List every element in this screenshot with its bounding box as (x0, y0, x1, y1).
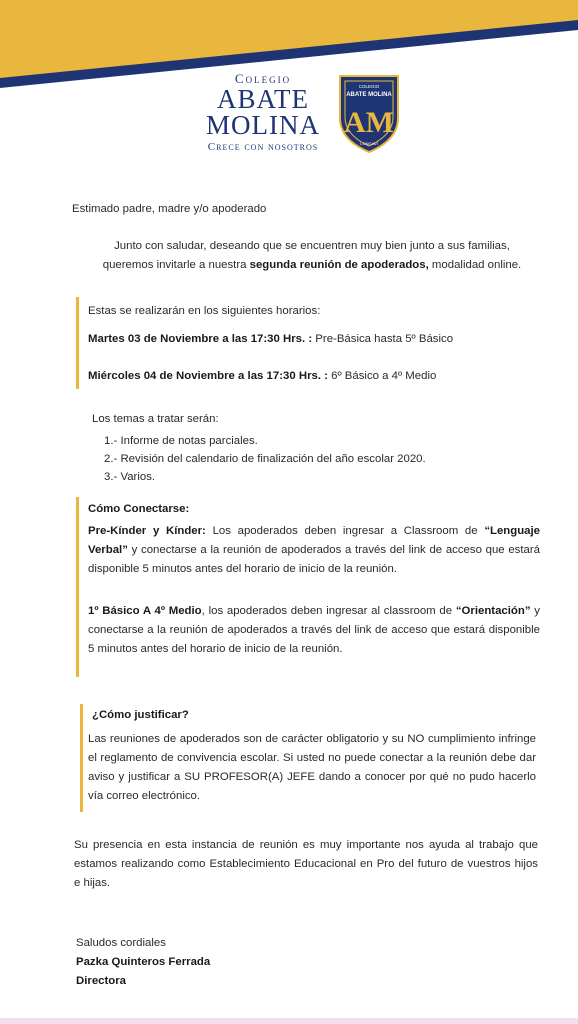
closing-paragraph: Su presencia en esta instancia de reunión es muy importante nos ayuda al trabajo que estamos realizando como Establecimiento Educacional en Pro del futuro de vuestros hijos e hijas. (74, 839, 538, 889)
logo-line1: Colegio (234, 71, 292, 86)
connect-p1-text-b: y conectarse a la reunión de apoderados a través del link de acceso que estará disponible 5 minutos antes del horario de inicio de la reunión. (88, 544, 540, 575)
logo-line3: MOLINA (206, 110, 320, 140)
connect-accent-bar (76, 497, 79, 677)
justify-heading (92, 706, 189, 725)
connect-p1-label: Pre-Kínder y Kínder: (88, 525, 206, 537)
topics-heading: Los temas a tratar serán: (92, 413, 219, 425)
schedule-item-1 (88, 330, 453, 349)
shield-icon (336, 74, 402, 154)
signature-name (76, 953, 210, 972)
intro-line2-bold: segunda reunión de apoderados, (249, 259, 429, 271)
connect-p2-label: 1º Básico A 4º Medio (88, 605, 202, 617)
intro-line1: Junto con saludar, deseando que se encuentren muy bien junto a sus familias, (114, 240, 510, 252)
intro-line2-pre: queremos invitarle a nuestra (102, 259, 250, 271)
connect-paragraph-basico (88, 602, 540, 659)
connect-paragraph-prekinder (88, 522, 540, 579)
logo-tagline: Crece con nosotros (207, 141, 319, 153)
topic-item-1: 1.- Informe de notas parciales. (104, 435, 258, 447)
shield-bottom-text: LONGAVÍ (360, 141, 378, 146)
connect-p1-text-a: Los apoderados deben ingresar a Classroom de (205, 525, 485, 537)
justify-heading-text: ¿Cómo justificar? (92, 709, 189, 721)
connect-p2-text-a: , los apoderados deben ingresar al classroom de (201, 605, 456, 617)
logo-wordmark (188, 70, 338, 154)
schedule-accent-bar (76, 297, 79, 389)
shield-letters: AM (344, 106, 394, 139)
signature-title (76, 972, 126, 991)
schedule-item-1-date: Martes 03 de Noviembre a las 17:30 Hrs. : (88, 333, 313, 345)
schedule-item-2-date: Miércoles 04 de Noviembre a las 17:30 Hrs. : (88, 370, 328, 382)
justify-paragraph: Las reuniones de apoderados son de carácter obligatorio y su NO cumplimiento infringe el reglamento de convivencia escolar. Si usted no puede conectar a la reunión debe dar aviso y justificar a SU PROFESOR(A) JEFE dando a conocer por qué no pudo hacerlo vía correo electrónico. (88, 733, 536, 802)
topic-item-2: 2.- Revisión del calendario de finalización del año escolar 2020. (104, 453, 426, 465)
connect-p2-classroom: “Orientación” (455, 605, 531, 617)
signature-salutation: Saludos cordiales (76, 937, 166, 949)
footer-line (0, 1018, 578, 1024)
logo-line2: ABATE (217, 84, 309, 114)
topic-item-3: 3.- Varios. (104, 471, 156, 483)
greeting: Estimado padre, madre y/o apoderado (72, 203, 267, 215)
signature-title-text: Directora (76, 975, 127, 987)
schedule-heading: Estas se realizarán en los siguientes horarios: (88, 305, 321, 317)
schedule-item-2 (88, 367, 436, 386)
intro-line2-post: modalidad online. (428, 259, 522, 271)
schedule-item-1-text: Pre-Básica hasta 5º Básico (312, 333, 454, 345)
connect-heading (88, 500, 189, 519)
signature-name-text: Pazka Quinteros Ferrada (76, 956, 211, 968)
schedule-item-2-text: 6º Básico a 4º Medio (327, 370, 437, 382)
connect-p1-classroom: “Lenguaje Verbal” (88, 525, 541, 556)
shield-top-text: COLEGIO (358, 84, 380, 89)
justify-accent-bar (80, 704, 83, 812)
connect-heading-text: Cómo Conectarse: (88, 503, 190, 515)
shield-name-text: ABATE MOLINA (346, 92, 392, 98)
school-logo (188, 70, 408, 170)
connect-p2-text-b: y conectarse a la reunión de apoderados a través del link de acceso que estará disponible 5 minutos antes del horario de inicio de la reunión. (88, 605, 540, 655)
intro-paragraph (72, 237, 552, 275)
